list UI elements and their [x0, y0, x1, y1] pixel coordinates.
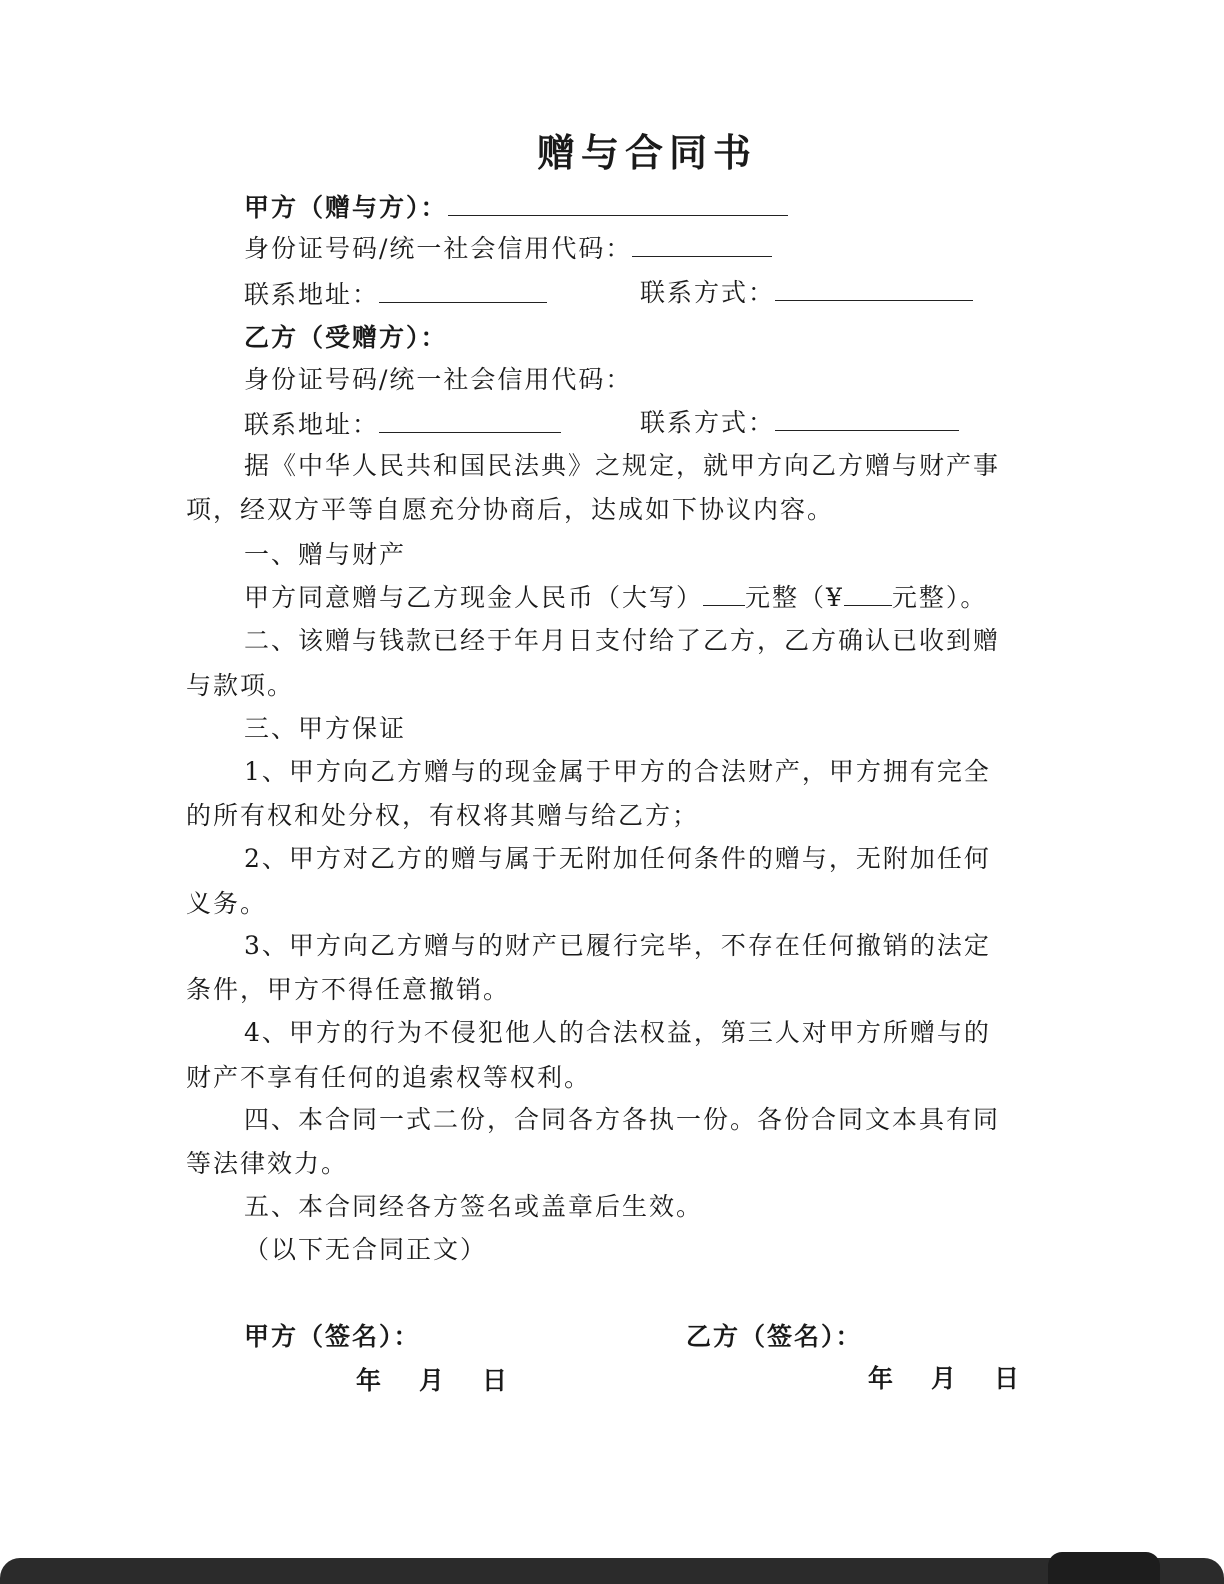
bottom-tab-handle[interactable] — [1048, 1552, 1160, 1584]
party-b-id-label: 身份证号码/统一社会信用代码： — [244, 365, 633, 394]
section-1-text-a: 甲方同意赠与乙方现金人民币（大写） — [244, 583, 704, 612]
section-3-2-line-2: 义务。 — [186, 889, 268, 918]
party-a-address-row — [244, 279, 547, 311]
party-a-contact-row — [640, 277, 973, 309]
party-a-name-blank — [448, 193, 788, 216]
section-1-text-b: 元整（¥ — [745, 583, 844, 612]
party-a-row — [244, 192, 788, 224]
amount-words-blank — [703, 583, 745, 606]
party-b-address-blank — [379, 410, 561, 433]
section-1-heading: 一、赠与财产 — [244, 540, 407, 569]
section-2-line-2: 与款项。 — [186, 671, 295, 700]
party-a-id-label: 身份证号码/统一社会信用代码： — [244, 234, 633, 263]
section-3-1-line-2: 的所有权和处分权，有权将其赠与给乙方； — [186, 801, 700, 830]
section-1-text — [244, 582, 987, 614]
party-b-address-row — [244, 409, 561, 441]
section-1-text-c: 元整）。 — [891, 583, 988, 612]
party-a-address-blank — [379, 280, 547, 303]
section-3-2-line-1: 2、甲方对乙方的赠与属于无附加任何条件的赠与，无附加任何 — [244, 844, 991, 873]
section-5-line-1: 五、本合同经各方签名或盖章后生效。 — [244, 1192, 704, 1221]
date-a-month: 月 — [419, 1366, 447, 1395]
intro-line-1: 据《中华人民共和国民法典》之规定，就甲方向乙方赠与财产事 — [244, 451, 1001, 480]
party-b-address-label: 联系地址： — [244, 410, 380, 439]
date-b-year: 年 — [868, 1364, 896, 1393]
party-b-row — [244, 322, 448, 354]
section-3-1-line-1: 1、甲方向乙方赠与的现金属于甲方的合法财产，甲方拥有完全 — [244, 757, 991, 786]
party-b-label: 乙方（受赠方）： — [244, 323, 448, 352]
party-a-id-row — [244, 233, 772, 265]
amount-number-blank — [844, 583, 892, 606]
signature-party-b: 乙方（签名）： — [686, 1322, 863, 1351]
date-party-a — [356, 1365, 509, 1397]
section-4-line-2: 等法律效力。 — [186, 1149, 349, 1178]
party-a-id-blank — [632, 234, 772, 257]
document-title: 赠与合同书 — [536, 130, 757, 175]
section-4-line-1: 四、本合同一式二份，合同各方各执一份。各份合同文本具有同 — [244, 1105, 1001, 1134]
party-b-contact-label: 联系方式： — [640, 408, 776, 437]
section-3-4-line-1: 4、甲方的行为不侵犯他人的合法权益，第三人对甲方所赠与的 — [244, 1018, 991, 1047]
party-b-id-row — [244, 364, 632, 396]
section-2-line-1: 二、该赠与钱款已经于年月日支付给了乙方，乙方确认已收到赠 — [244, 626, 1001, 655]
party-a-address-label: 联系地址： — [244, 280, 380, 309]
date-party-b — [868, 1363, 1021, 1395]
section-3-heading: 三、甲方保证 — [244, 714, 407, 743]
party-a-label: 甲方（赠与方）： — [244, 193, 448, 222]
section-3-4-line-2: 财产不享有任何的追索权等权利。 — [186, 1063, 592, 1092]
end-note: （以下无合同正文） — [244, 1235, 488, 1264]
intro-line-2: 项，经双方平等自愿充分协商后，达成如下协议内容。 — [186, 495, 835, 524]
date-b-month: 月 — [931, 1364, 959, 1393]
section-3-3-line-1: 3、甲方向乙方赠与的财产已履行完毕，不存在任何撤销的法定 — [244, 931, 991, 960]
party-a-contact-label: 联系方式： — [640, 278, 776, 307]
party-b-contact-row — [640, 407, 959, 439]
section-3-3-line-2: 条件，甲方不得任意撤销。 — [186, 975, 511, 1004]
party-b-contact-blank — [775, 408, 959, 431]
date-a-day: 日 — [482, 1366, 510, 1395]
party-a-contact-blank — [775, 278, 973, 301]
bottom-bar — [0, 1558, 1224, 1584]
signature-party-a: 甲方（签名）： — [244, 1322, 421, 1351]
date-a-year: 年 — [356, 1366, 384, 1395]
date-b-day: 日 — [994, 1364, 1022, 1393]
